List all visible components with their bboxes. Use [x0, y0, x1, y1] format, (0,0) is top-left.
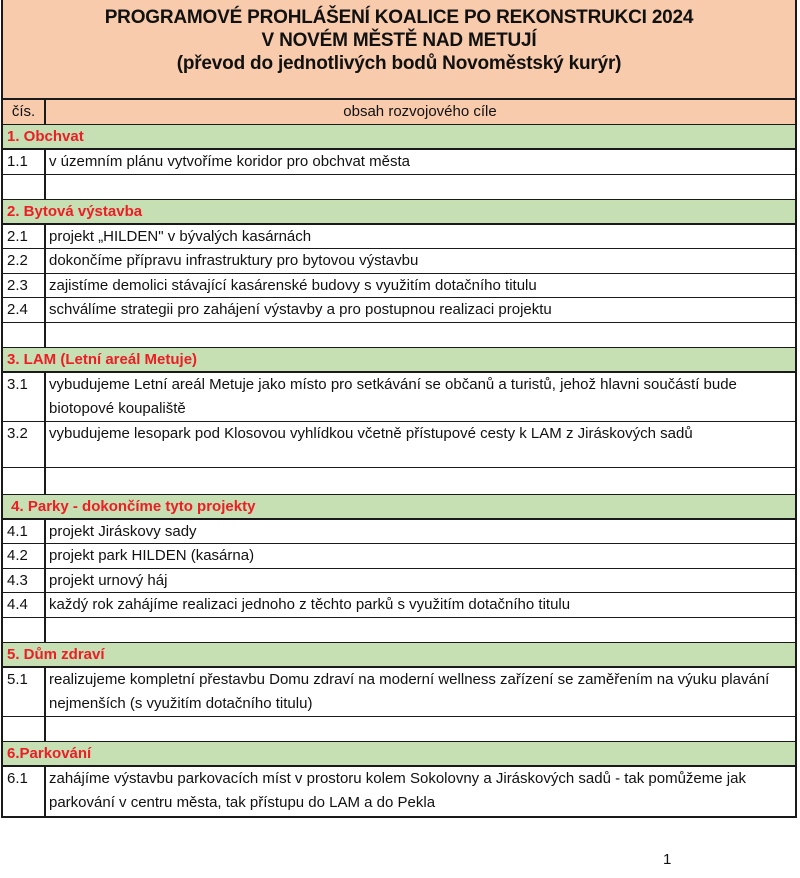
item-text: projekt park HILDEN (kasárna) — [49, 547, 255, 564]
section-title: 6.Parkování — [7, 744, 92, 762]
empty-row — [3, 618, 795, 643]
item-number: 4.3 — [3, 569, 46, 593]
title-line-1: PROGRAMOVÉ PROHLÁŠENÍ KOALICE PO REKONSTRUKCI 2024 — [104, 7, 694, 28]
table-row — [3, 668, 795, 717]
section-title: 3. LAM (Letní areál Metuje) — [7, 350, 198, 368]
table-row — [3, 544, 795, 569]
section-header-bytova-vystavba — [3, 200, 795, 225]
item-number: 4.2 — [3, 544, 46, 568]
section-title: 2. Bytová výstavba — [7, 202, 143, 220]
table-row — [3, 150, 795, 175]
section-title: 4. Parky - dokončíme tyto projekty — [7, 497, 256, 515]
item-number: 2.3 — [3, 274, 46, 298]
item-number: 4.1 — [3, 520, 46, 544]
item-number: 2.2 — [3, 249, 46, 273]
item-text: projekt Jiráskovy sady — [49, 522, 197, 540]
title-line-3: (převod do jednotlivých bodů Novoměstský kurýr) — [176, 53, 622, 74]
item-number: 6.1 — [3, 767, 46, 816]
empty-cell — [3, 468, 46, 494]
section-title: 1. Obchvat — [7, 128, 84, 145]
item-number: 4.4 — [3, 593, 46, 617]
section-header-parkovani — [3, 742, 795, 767]
column-header-content: obsah rozvojového cíle — [343, 103, 497, 120]
empty-row — [3, 175, 795, 200]
item-number: 1.1 — [3, 150, 46, 174]
table-row — [3, 593, 795, 618]
item-text: schválíme strategii pro zahájení výstavby a pro postupnou realizaci projektu — [49, 301, 552, 318]
table-row — [3, 225, 795, 250]
title-line-2: V NOVÉM MĚSTĚ NAD METUJÍ — [261, 30, 537, 51]
empty-row — [3, 468, 795, 495]
table-row — [3, 373, 795, 422]
item-number: 2.1 — [3, 225, 46, 249]
empty-row — [3, 323, 795, 348]
item-text: zajistíme demolici stávající kasárenské budovy s využitím dotačního titulu — [49, 276, 537, 294]
item-text: vybudujeme Letní areál Metuje jako místo pro setkávání se občanů a turistů, jehož hlavni součástí bude biotopové koupaliště — [49, 375, 737, 417]
table-row — [3, 274, 795, 299]
empty-cell — [46, 468, 795, 494]
item-number: 3.2 — [3, 422, 46, 467]
empty-cell — [46, 175, 795, 199]
item-text: v územním plánu vytvoříme koridor pro obchvat města — [49, 153, 410, 170]
column-header-row — [3, 100, 795, 125]
column-header-num: čís. — [3, 100, 46, 124]
table-row — [3, 249, 795, 274]
empty-cell — [46, 717, 795, 741]
document-title — [3, 0, 795, 100]
item-text: vybudujeme lesopark pod Klosovou vyhlídkou včetně přístupové cesty k LAM z Jiráskových sadů — [49, 424, 693, 442]
page-number: 1 — [663, 851, 672, 868]
item-number: 2.4 — [3, 298, 46, 322]
section-header-parky — [3, 495, 795, 520]
empty-cell — [3, 323, 46, 347]
item-number: 3.1 — [3, 373, 46, 421]
empty-row — [3, 717, 795, 742]
program-table — [1, 0, 797, 818]
item-text: realizujeme kompletní přestavbu Domu zdraví na moderní wellness zařízení se zaměřením na výuku plavání nejmenších (s využitím dotačního titulu) — [49, 670, 770, 712]
table-row — [3, 569, 795, 594]
empty-cell — [3, 717, 46, 741]
item-number: 5.1 — [3, 668, 46, 716]
table-row — [3, 298, 795, 323]
empty-cell — [46, 323, 795, 347]
empty-cell — [3, 175, 46, 199]
table-row — [3, 422, 795, 468]
item-text: zahájíme výstavbu parkovacích míst v prostoru kolem Sokolovny a Jiráskových sadů - tak pomůžeme jak parkování v centru města, tak přístupu do LAM a do Pekla — [49, 769, 746, 811]
section-header-dum-zdravi — [3, 643, 795, 668]
section-header-lam — [3, 348, 795, 373]
item-text: každý rok zahájíme realizaci jednoho z těchto parků s využitím dotačního titulu — [49, 596, 571, 613]
empty-cell — [46, 618, 795, 642]
empty-cell — [3, 618, 46, 642]
item-text: dokončíme přípravu infrastruktury pro bytovou výstavbu — [49, 252, 419, 269]
table-row — [3, 520, 795, 545]
item-text: projekt urnový háj — [49, 571, 168, 589]
table-row — [3, 767, 795, 816]
section-header-obchvat — [3, 125, 795, 150]
item-text: projekt „HILDEN" v bývalých kasárnách — [49, 227, 312, 245]
section-title: 5. Dům zdraví — [7, 645, 105, 663]
